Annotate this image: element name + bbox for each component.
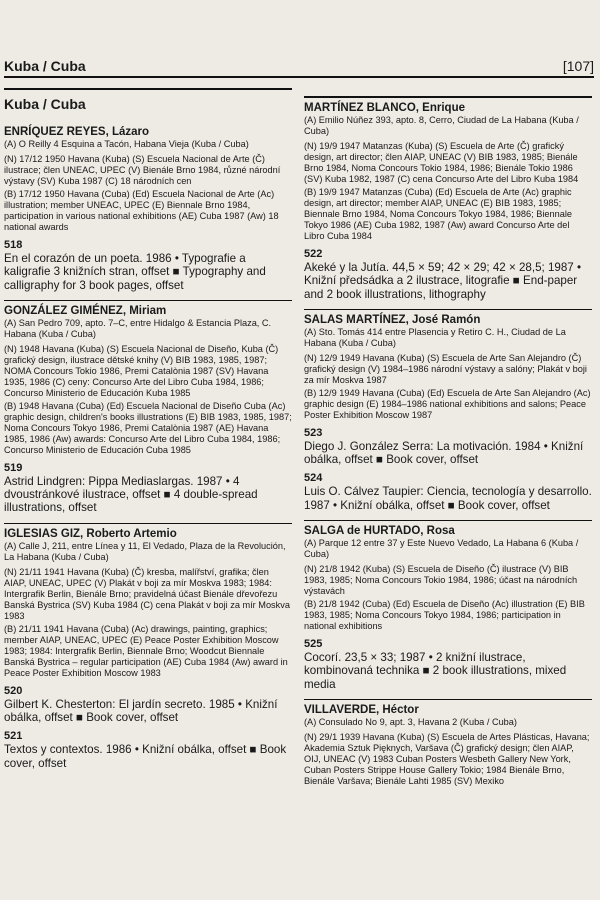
biography-cz: (N) 1948 Havana (Kuba) (S) Escuela Nacional de Diseño, Kuba (Č) grafický design, ilustrace dětské knihy (V) BIB 1983, 1985, 1987; NOMA Concours Tokio 1986, Premi Catalònia 1987 (SV) Havana 1935, 1986 (C) ceny: Concurso Arte del Libro Cuba 1984, 1986; Concurso Ministerio de Educación Kuba 1985 (4, 343, 279, 398)
artist-address: (A) Sto. Tomás 414 entre Plasencia y Retiro C. H., Ciudad de La Habana (Kuba / Cuba) (304, 326, 566, 348)
artist-name: ENRÍQUEZ REYES, Lázaro (4, 126, 150, 138)
biography-cz: (N) 29/1 1939 Havana (Kuba) (S) Escuela de Artes Plásticas, Havana; Akademia Sztuk Pięknych, Varšava (Č) grafický design; člen AIAP, OIJ, UNEAC (V) 1983 Cuban Posters Wesbeth Gallery New York, Cuban Posters Strippe House Gallery Tokio; 1984 Bienále Brno, Bienále Varšava; Bienále Lahti 1985 (SV) Mexiko (304, 731, 590, 786)
artist-address: (A) Parque 12 entre 37 y Este Nuevo Vedado, La Habana 6 (Kuba / Cuba) (304, 538, 579, 560)
work-item (304, 427, 592, 467)
artist-entry (304, 309, 592, 512)
biography-en: (B) 12/9 1949 Havana (Cuba) (Ed) Escuela de Arte San Alejandro (Ac) graphic design (E) 1984–1986 national exhibitions and salons; Peace Poster Exhibition Moscow 1987 (304, 387, 591, 420)
work-description: Astrid Lindgren: Pippa Mediaslargas. 1987 • 4 dvoustránkové ilustrace, offset ■ 4 double-spread illustrations, offset (4, 474, 258, 515)
artist-name: SALAS MARTÍNEZ, José Ramón (304, 309, 592, 326)
work-number: 522 (304, 248, 323, 260)
artist-name: MARTÍNEZ BLANCO, Enrique (304, 96, 592, 114)
biography-cz: (N) 17/12 1950 Havana (Kuba) (S) Escuela Nacional de Arte (Č) ilustrace; člen UNEAC, UPEC (V) Bienále Brno 1984, různé národní výstavy (SV) Kuba 1987 (C) 18 národních cen (4, 154, 281, 186)
biography-en: (B) 19/9 1947 Matanzas (Cuba) (Ed) Escuela de Arte (Ac) graphic design, art director; member AIAP, UNEAC (E) BIB 1983, 1985; Biennale Brno 1984, Noma Concours Tokyo 1984, 1986; Biennale Tokyo 1986 (AE) Cuba 1982, 1987 (Aw) award Concurso Arte del Libro Cuba 1984 (304, 187, 572, 241)
work-number: 519 (4, 461, 23, 474)
artist-address: (A) O Reilly 4 Esquina a Tacón, Habana Vieja (Kuba / Cuba) (4, 139, 249, 149)
work-number: 518 (4, 239, 23, 251)
work-description: Diego J. González Serra: La motivación. 1984 • Knižní obálka, offset ■ Book cover, offset (304, 439, 584, 467)
section-title: Kuba / Cuba (4, 88, 292, 112)
work-description: Gilbert K. Chesterton: El jardín secreto. 1985 • Knižní obálka, offset ■ Book cover, offset (4, 697, 278, 725)
artist-entry (4, 523, 292, 770)
artist-entry (304, 520, 592, 691)
work-description: Luis O. Cálvez Taupier: Ciencia, tecnología y desarrollo. 1987 • Knižní obálka, offset ■ Book cover, offset (304, 485, 592, 512)
right-column (304, 88, 592, 795)
biography-cz: (N) 21/8 1942 (Kuba) (S) Escuela de Diseño (Č) ilustrace (V) BIB 1983, 1985; Noma Concours Tokio 1984, 1986; účast na národních výstavách (304, 564, 578, 597)
artist-name: GONZÁLEZ GIMÉNEZ, Miriam (4, 300, 292, 317)
artist-address: (A) Calle J, 211, entre Línea y 11, El Vedado, Plaza de la Revolución, La Habana (Kuba / Cuba) (4, 540, 286, 562)
biography-cz: (N) 21/11 1941 Havana (Kuba) (Č) kresba, malířství, grafika; člen AIAP, UNEAC, UPEC (V) Plakát v boji za mír Moskva 1983; 1984: Intergrafik Berlin, Bienále Brno; pravidelná účast Bienále dřevořezu Banská Bystrica (SV) Kuba 1984 (C) cena Plakát v boji za mír Moskva 1983 (4, 566, 290, 621)
page-header (4, 52, 594, 78)
artist-entry (304, 96, 592, 301)
work-number: 525 (304, 638, 323, 651)
biography-cz: (N) 19/9 1947 Matanzas (Kuba) (S) Escuela de Arte (Č) grafický design, art director; člen AIAP, UNEAC (V) BIB 1983, 1985; Bienále Brno 1984, Noma Concours Tokio 1984, 1986; Bienále Tokio 1986 (SV) Kuba 1982, 1987 (C) cena Concurso Arte del Libro Kuba 1984 (304, 141, 579, 184)
artist-address: (A) Consulado No 9, apt. 3, Havana 2 (Kuba / Cuba) (304, 716, 517, 727)
work-number: 520 (4, 684, 23, 697)
page-number: [107] (562, 58, 594, 74)
work-item (4, 685, 292, 725)
biography-cz: (N) 12/9 1949 Havana (Kuba) (S) Escuela de Arte San Alejandro (Č) grafický design (V) 1984–1986 národní výstavy a salóny; Plakát v boji za mír Moskva 1987 (304, 352, 587, 385)
work-number: 521 (4, 730, 23, 743)
work-item (4, 239, 292, 292)
biography-en: (B) 1948 Havana (Cuba) (Ed) Escuela Nacional de Diseño Cuba (Ac) graphic design, children's books illustrations (E) BIB 1983, 1985, 1987; Noma Concours Tokyo 1986, Premi Catalònia 1987 (AE) Havana 1985, 1986 (Aw) awards: Concurso Arte del Libro Cuba 1984, 1986; Concurso Ministerio de Educación Cuba 1985 (4, 400, 292, 455)
work-item (304, 638, 592, 691)
artist-name: SALGA de HURTADO, Rosa (304, 520, 592, 537)
artist-name: VILLAVERDE, Héctor (304, 699, 592, 716)
left-column (4, 88, 292, 778)
artist-name: IGLESIAS GIZ, Roberto Artemio (4, 523, 292, 540)
work-description: En el corazón de un poeta. 1986 • Typografie a kaligrafie 3 knižních stran, offset ■ Typography and calligraphy for 3 book pages, offset (4, 252, 266, 292)
biography-en: (B) 21/8 1942 (Cuba) (Ed) Escuela de Diseño (Ac) illustration (E) BIB 1983, 1985; Noma Concours Tokyo 1984, 1986; participation in national exhibitions (304, 599, 585, 632)
work-description: Akeké y la Jutía. 44,5 × 59; 42 × 29; 42 × 28,5; 1987 • Knižní předsádka a 2 ilustrace, litografie ■ End-paper and 2 book illustrations, lithography (304, 261, 582, 301)
artist-entry (304, 699, 592, 787)
work-item (304, 472, 592, 512)
work-item (4, 462, 292, 515)
work-description: Cocorí. 23,5 × 33; 1987 • 2 knižní ilustrace, kombinovaná technika ■ 2 book illustrations, mixed media (304, 651, 567, 691)
work-number: 523 (304, 426, 323, 439)
artist-address: (A) San Pedro 709, apto. 7–C, entre Hidalgo & Estancia Plaza, C. Habana (Kuba / Cuba) (4, 317, 272, 339)
work-description: Textos y contextos. 1986 • Knižní obálka, offset ■ Book cover, offset (4, 743, 287, 770)
work-item (304, 248, 592, 301)
artist-entry (4, 300, 292, 515)
header-title: Kuba / Cuba (4, 58, 86, 74)
artist-entry (4, 126, 292, 292)
artist-address: (A) Emilio Núñez 393, apto. 8, Cerro, Ciudad de La Habana (Kuba / Cuba) (304, 115, 579, 136)
biography-en: (B) 17/12 1950 Havana (Cuba) (Ed) Escuela Nacional de Arte (Ac) illustration; member UNEAC, UPEC (E) Biennale Brno 1984, participation in various national exhibitions (AE) Cuba 1987 (Aw) 18 national awards (4, 189, 279, 232)
biography-en: (B) 21/11 1941 Havana (Cuba) (Ac) drawings, painting, graphics; member AIAP, UNEAC, UPEC (E) Peace Poster Exhibition Moscow 1983; 1984: Intergrafik Berlin, Biennale Brno; Woodcut Biennale Banská Bystrica – regular participation (AE) Cuba 1984 (Aw) award in Peace Poster Exhibition Moscow 1983 (4, 623, 288, 678)
work-item (4, 730, 292, 770)
work-number: 524 (304, 472, 323, 485)
